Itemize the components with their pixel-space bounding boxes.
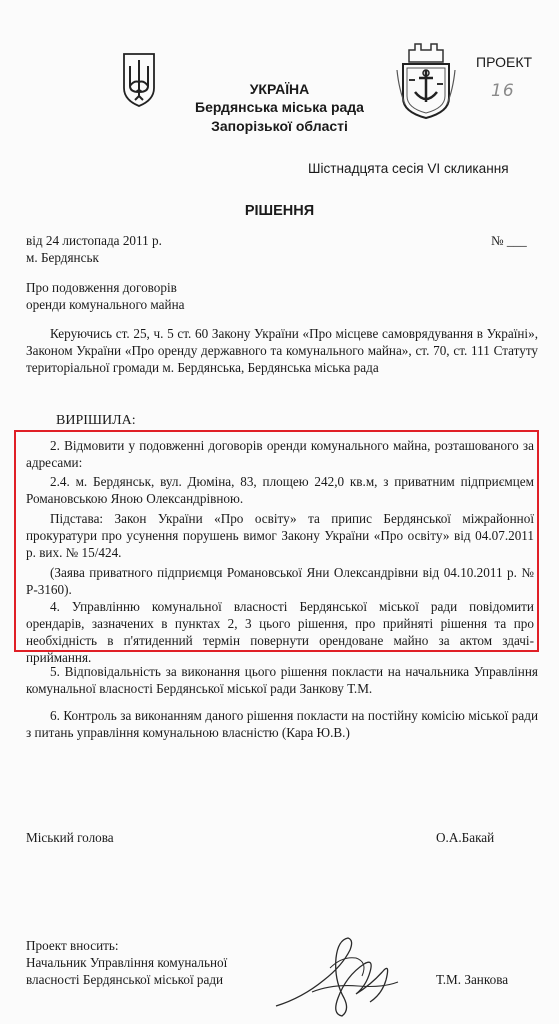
submitter-line-1: Проект вносить: bbox=[26, 938, 119, 953]
subject-line-1: Про подовження договорів bbox=[26, 280, 177, 295]
document-date: від 24 листопада 2011 р. bbox=[26, 233, 162, 248]
project-number: 16 bbox=[491, 81, 515, 101]
preamble-paragraph: Керуючись ст. 25, ч. 5 ст. 60 Закону України «Про місцеве самоврядування в Україні», Законом України «Про оренду державного та комунального майна», ст. 70, ст. 111 Статуту територіальної громади м. Бердянська, Бердянська міська рада bbox=[26, 326, 538, 375]
clause-6: 6. Контроль за виконанням даного рішення покласти на постійну комісію міської ради з питань управління комунальною власністю (Кара Ю.В.) bbox=[26, 708, 538, 740]
submitter-name: Т.М. Занкова bbox=[436, 972, 509, 987]
handwritten-signature-icon bbox=[272, 928, 402, 1020]
submitter-line-2: Начальник Управління комунальної bbox=[26, 955, 228, 970]
city-emblem-icon bbox=[395, 40, 457, 122]
subject-line-2: оренди комунального майна bbox=[26, 297, 185, 312]
region-heading: Запорізької області bbox=[211, 118, 348, 134]
country-heading: УКРАЇНА bbox=[249, 81, 310, 97]
resolved-heading: ВИРІШИЛА: bbox=[56, 413, 136, 428]
document-city: м. Бердянськ bbox=[26, 250, 99, 265]
clause-2: 2. Відмовити у подовженні договорів оренди комунального майна, розташованого за адресами: bbox=[26, 438, 534, 470]
submitter-line-3: власності Бердянської міської ради bbox=[26, 972, 224, 987]
clause-4: 4. Управлінню комунальної власності Бердянської міської ради повідомити орендарів, зазначених в пунктах 2, 3 цього рішення, про прийняті рішення та про необхідність в п'ятиденний термін повернути орендоване майно за актом здачі-приймання. bbox=[26, 599, 534, 665]
council-heading: Бердянська міська рада bbox=[195, 99, 364, 115]
clause-5: 5. Відповідальність за виконання цього рішення покласти на начальника Управління комунальної власності Бердянської міської ради Занкову Т.М. bbox=[26, 664, 538, 696]
clause-application: (Заява приватного підприємця Романовської Яни Олександрівни від 04.10.2011 р. № Р-3160). bbox=[26, 565, 534, 597]
session-line: Шістнадцята сесія VІ скликання bbox=[308, 161, 509, 176]
project-label: ПРОЕКТ bbox=[476, 54, 533, 70]
document-title: РІШЕННЯ bbox=[244, 203, 315, 219]
mayor-title: Міський голова bbox=[26, 830, 114, 845]
document-number: № ___ bbox=[491, 233, 527, 248]
clause-2-4: 2.4. м. Бердянськ, вул. Дюміна, 83, площею 242,0 кв.м, з приватним підприємцем Романовською Яною Олександрівною. bbox=[26, 474, 534, 506]
mayor-name: О.А.Бакай bbox=[436, 830, 495, 845]
clause-basis: Підстава: Закон України «Про освіту» та припис Бердянської міжрайонної прокуратури про усунення порушень вимог Закону України «Про освіту» від 04.07.2011 р. вих. № 15/424. bbox=[26, 511, 534, 560]
trident-emblem-icon bbox=[122, 52, 156, 108]
